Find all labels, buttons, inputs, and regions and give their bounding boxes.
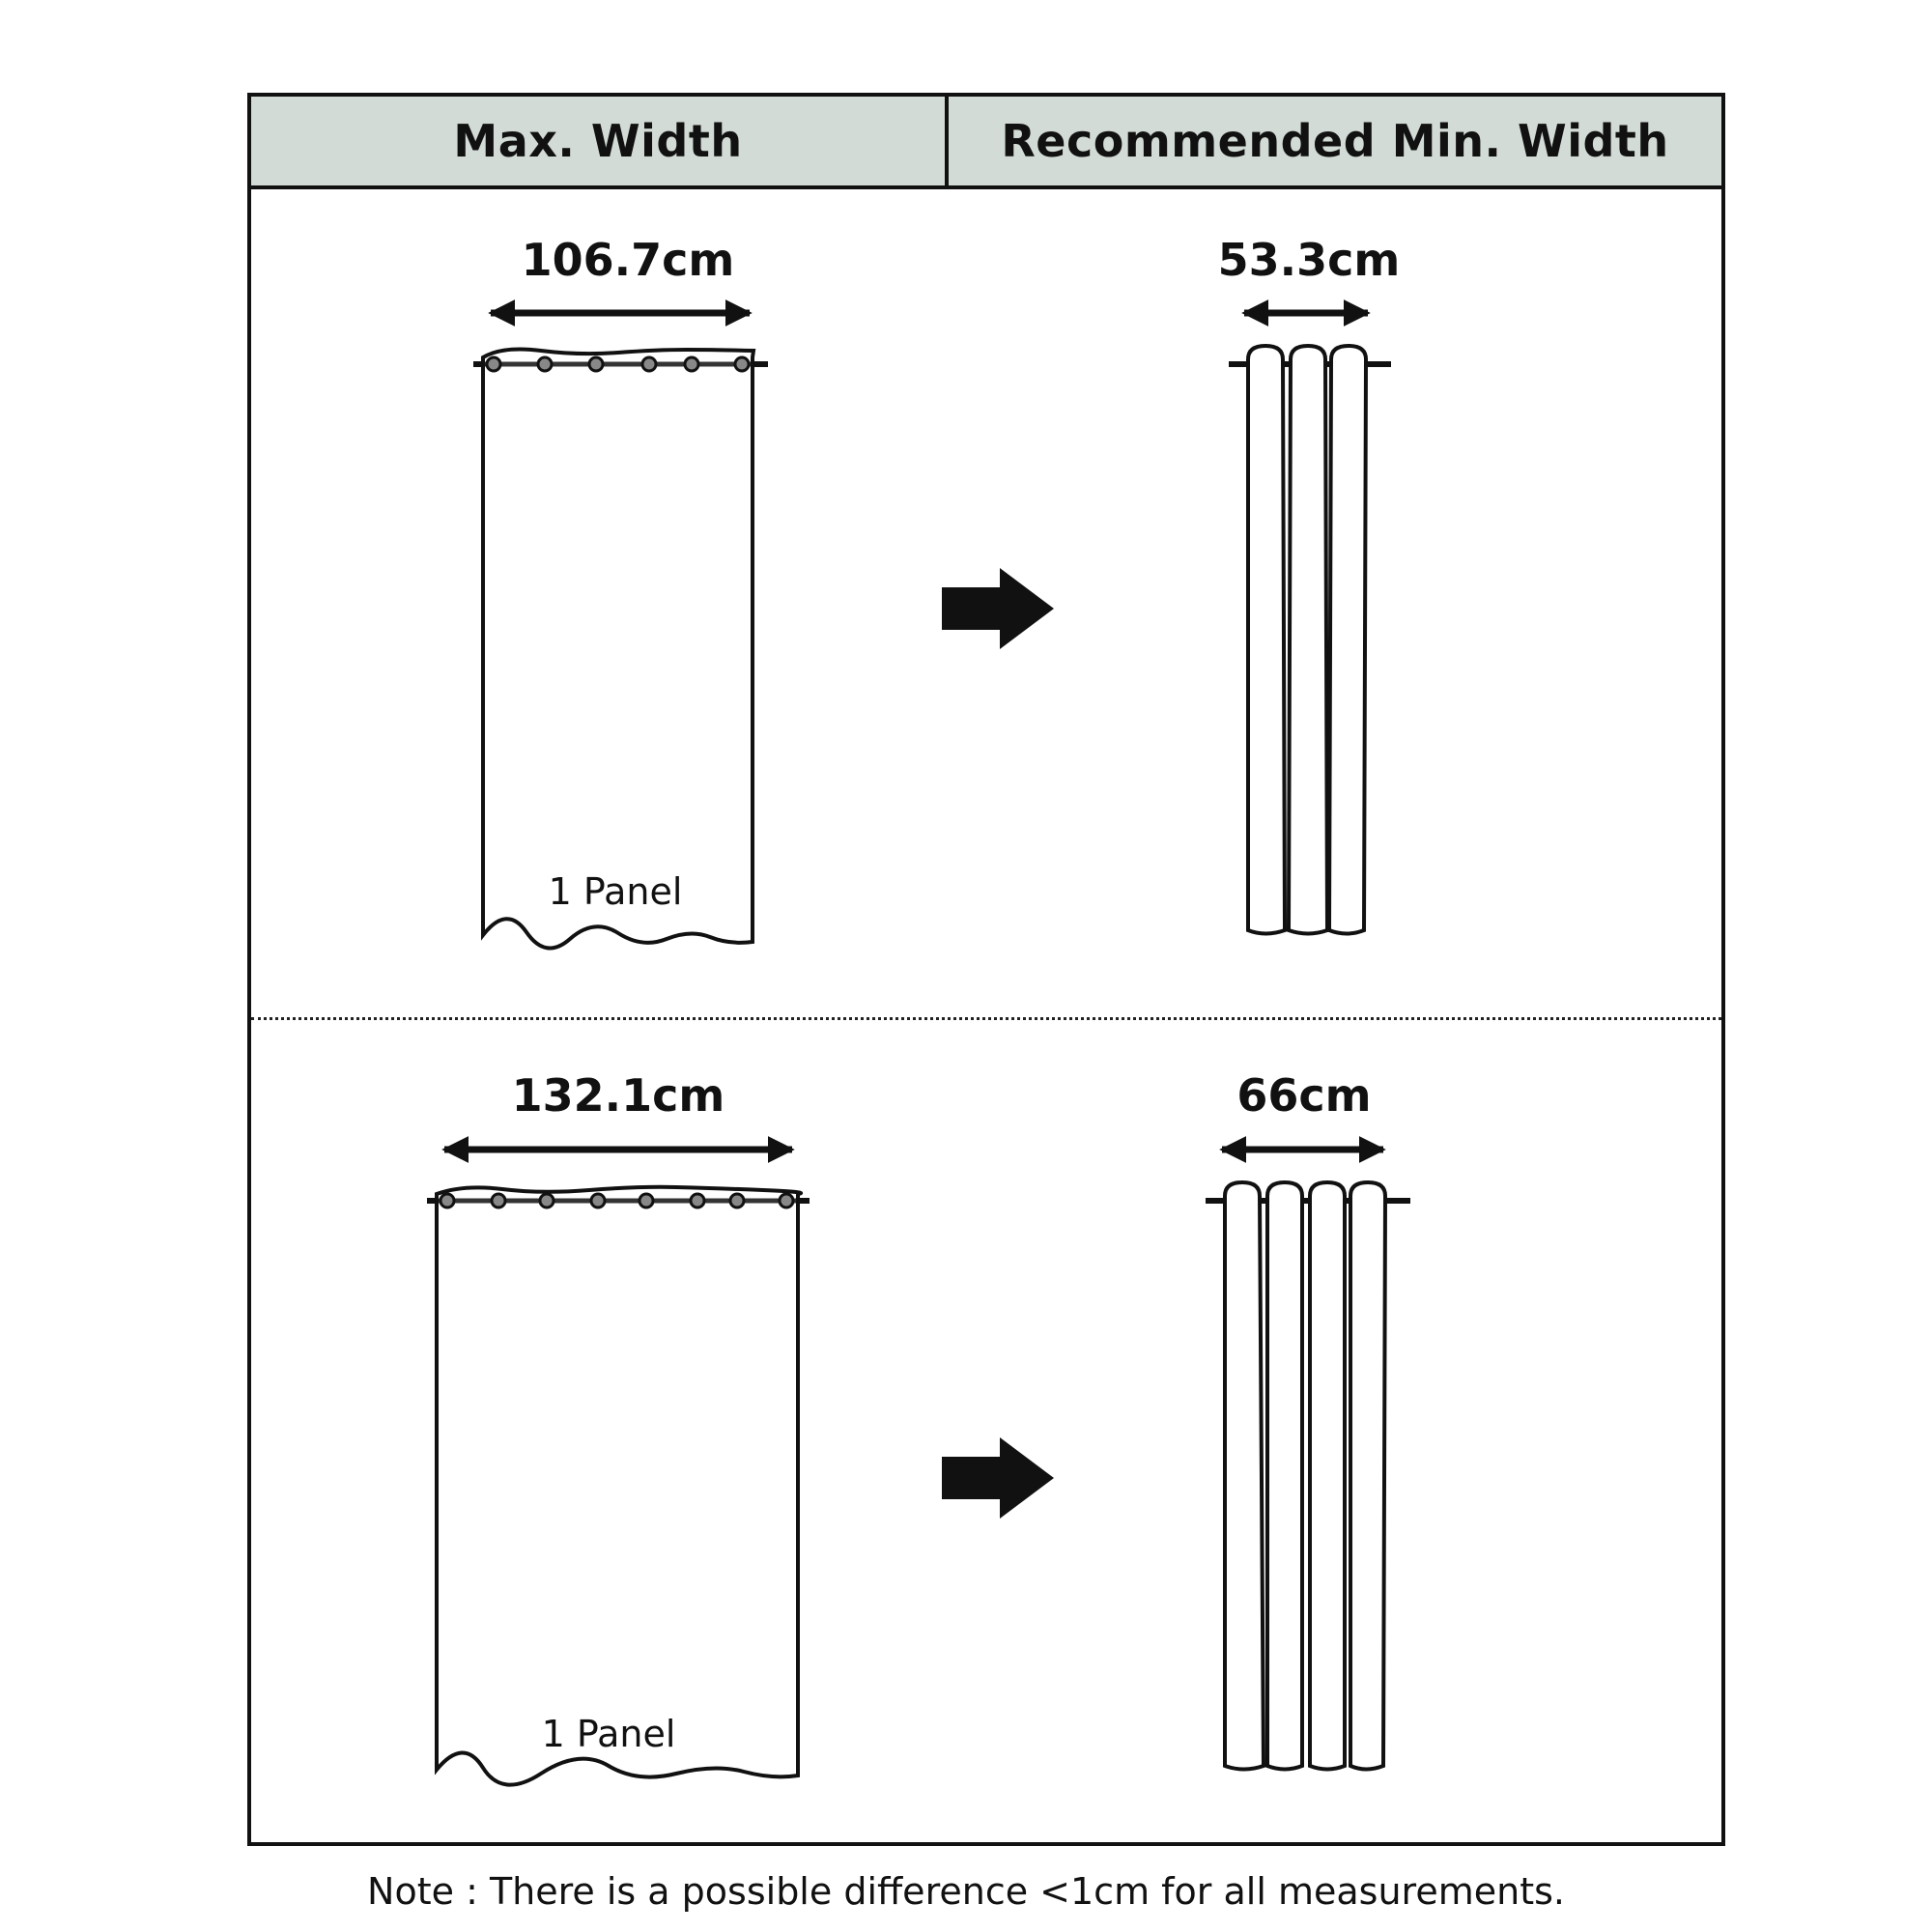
curtain-flat-2 <box>427 1187 810 1785</box>
grommet <box>589 357 603 371</box>
max-width-label-1: 106.7cm <box>521 234 735 286</box>
curtain-fold <box>1329 346 1366 934</box>
min-width-label-2: 66cm <box>1236 1069 1372 1122</box>
curtain-fold <box>1350 1182 1385 1770</box>
grommet <box>538 357 552 371</box>
grommet <box>642 357 656 371</box>
grommet <box>735 357 749 371</box>
grommet <box>685 357 698 371</box>
measurement-note: Note : There is a possible difference <1cm for all measurements. <box>367 1870 1565 1913</box>
curtain-panel <box>437 1187 801 1785</box>
panel-label-2: 1 Panel <box>541 1713 676 1755</box>
grommet <box>691 1194 704 1208</box>
grommet <box>591 1194 605 1208</box>
curtain-gathered-2 <box>1206 1182 1410 1770</box>
header-recommended-min-width: Recommended Min. Width <box>1001 115 1669 167</box>
right-arrow-icon <box>942 568 1054 649</box>
right-arrow-icon <box>942 1437 1054 1519</box>
curtain-fold <box>1289 346 1327 934</box>
curtain-fold <box>1267 1182 1302 1770</box>
min-width-label-1: 53.3cm <box>1217 234 1401 286</box>
curtain-flat-1 <box>473 350 768 949</box>
grommet <box>730 1194 744 1208</box>
max-width-label-2: 132.1cm <box>511 1069 725 1122</box>
curtain-fold <box>1225 1182 1264 1770</box>
grommet <box>780 1194 793 1208</box>
curtain-fold <box>1248 346 1285 934</box>
grommet <box>487 357 500 371</box>
grommet <box>440 1194 454 1208</box>
grommet <box>540 1194 554 1208</box>
header-max-width: Max. Width <box>251 97 949 185</box>
grommet <box>492 1194 505 1208</box>
curtain-fold <box>1310 1182 1345 1770</box>
grommet <box>639 1194 653 1208</box>
curtain-gathered-1 <box>1229 346 1391 934</box>
curtain-panel <box>483 350 753 949</box>
panel-label-1: 1 Panel <box>548 870 683 913</box>
